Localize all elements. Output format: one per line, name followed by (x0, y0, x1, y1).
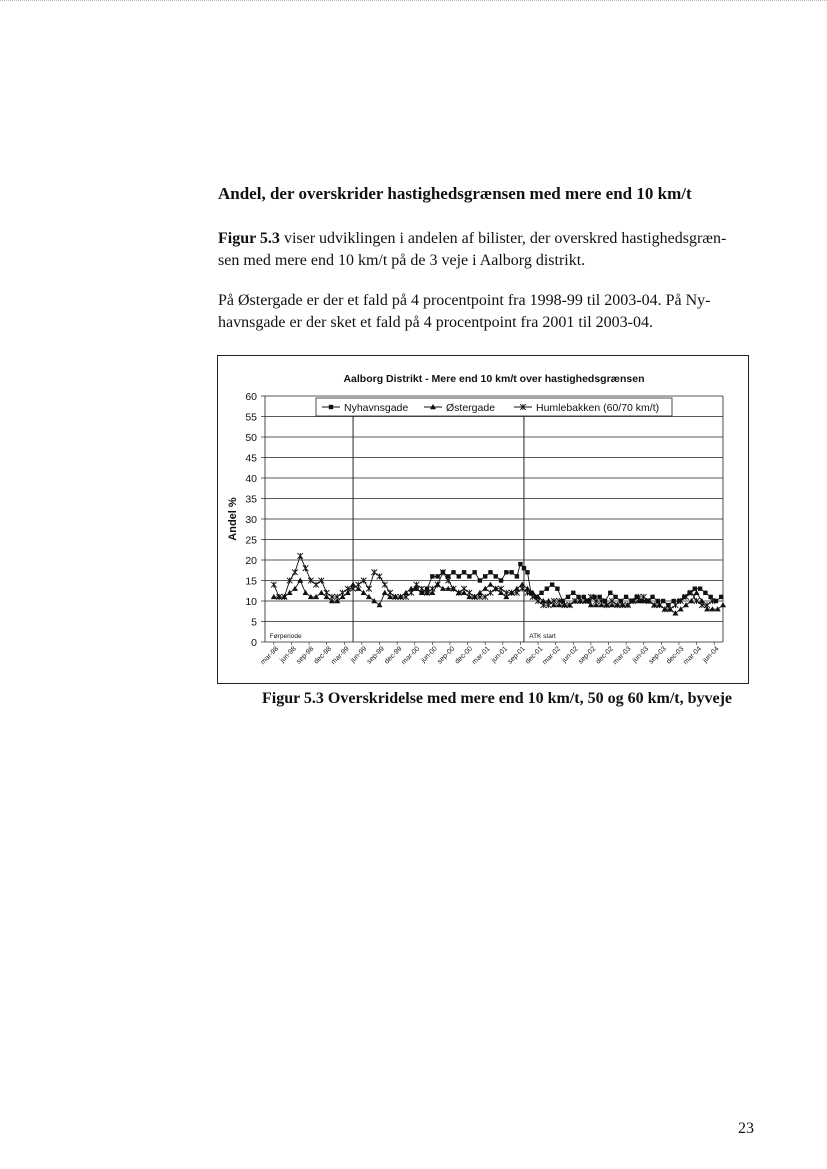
data-point-square (467, 574, 471, 578)
paragraph-figure-intro (218, 228, 763, 272)
x-tick-label: mar-00 (400, 645, 422, 667)
legend-label: Østergade (446, 402, 496, 414)
x-tick-label: sep-99 (365, 645, 386, 666)
data-point-square (703, 591, 707, 595)
data-point-square (518, 562, 522, 566)
data-point-triangle (287, 590, 293, 595)
data-point-square (504, 570, 508, 574)
x-tick-label: jun-98 (279, 645, 298, 665)
data-point-square (698, 587, 702, 591)
x-tick-label: dec-03 (665, 645, 686, 666)
data-point-square (499, 578, 503, 582)
data-point-square (545, 587, 549, 591)
data-point-star (377, 573, 383, 579)
x-tick-label: mar-03 (611, 645, 633, 667)
data-point-square (608, 591, 612, 595)
data-point-square (571, 591, 575, 595)
x-tick-label: jun-01 (490, 645, 510, 665)
y-tick-label: 15 (245, 575, 257, 588)
data-point-square (435, 574, 439, 578)
x-tick-label: dec-02 (594, 645, 615, 666)
data-point-square (515, 574, 519, 578)
x-tick-label: sep-01 (506, 645, 527, 666)
data-point-star (467, 590, 473, 596)
y-tick-label: 40 (245, 473, 257, 485)
data-point-triangle (382, 590, 388, 595)
x-tick-label: sep-98 (295, 645, 316, 666)
data-point-square (462, 570, 466, 574)
y-tick-label: 5 (251, 616, 257, 629)
x-tick-label: dec-00 (453, 645, 474, 666)
data-point-star (488, 590, 494, 596)
x-tick-label: jun-99 (349, 645, 369, 665)
data-point-square (719, 595, 723, 599)
data-point-triangle (292, 586, 298, 591)
data-point-triangle (482, 586, 488, 591)
y-tick-label: 60 (245, 391, 257, 403)
x-tick-label: dec-98 (312, 645, 334, 666)
paragraph-text: viser udviklingen i andelen af bilister, der overskred hastighedsgræn- (279, 230, 727, 247)
data-point-triangle (487, 582, 493, 587)
x-tick-label: jun-02 (560, 645, 580, 665)
data-point-triangle (366, 594, 372, 599)
data-point-square (624, 595, 628, 599)
data-point-triangle (688, 598, 694, 603)
y-tick-label: 20 (245, 555, 257, 567)
chart-title: Aalborg Distrikt - Mere end 10 km/t over hastighedsgrænsen (343, 373, 645, 385)
chart-frame (217, 355, 749, 684)
data-point-star (297, 553, 303, 559)
data-point-square (522, 566, 526, 570)
y-tick-label: 10 (245, 596, 257, 608)
data-point-square (525, 570, 529, 574)
data-point-square (566, 595, 570, 599)
line-chart (218, 356, 748, 683)
data-point-square (329, 405, 333, 409)
annotation-atk-start: ATK start (529, 633, 556, 640)
y-tick-label: 25 (245, 534, 257, 547)
data-point-square (509, 570, 513, 574)
data-point-star (414, 582, 420, 588)
x-tick-label: dec-01 (524, 645, 545, 666)
x-tick-label: sep-02 (577, 645, 598, 666)
data-point-star (430, 586, 436, 592)
data-point-square (483, 574, 487, 578)
data-point-star (340, 590, 346, 596)
y-tick-label: 45 (245, 452, 257, 465)
data-point-triangle (683, 602, 689, 607)
paragraph-text: havnsgade er der sket et fald på 4 procentpoint fra 2001 til 2003-04. (218, 314, 653, 331)
data-point-star (356, 582, 362, 588)
data-point-star (313, 582, 319, 588)
data-point-star (371, 569, 377, 575)
data-point-star (292, 569, 298, 575)
data-point-star (435, 582, 441, 588)
data-point-star (673, 602, 679, 608)
annotation-forperiode: Førperiode (269, 633, 302, 640)
y-axis-label: Andel % (227, 497, 239, 541)
data-point-star (303, 565, 309, 571)
figure-reference: Figur 5.3 (218, 230, 280, 247)
x-tick-label: mar-04 (682, 645, 703, 667)
data-point-star (461, 586, 467, 592)
x-tick-label: jun-03 (631, 645, 651, 665)
x-tick-label: jun-00 (420, 645, 439, 665)
data-point-square (555, 587, 559, 591)
legend-label: Humlebakken (60/70 km/t) (536, 402, 660, 414)
x-tick-label: jun-04 (701, 645, 721, 665)
data-point-star (382, 582, 388, 588)
data-point-triangle (720, 602, 726, 607)
data-point-triangle (318, 590, 324, 595)
data-point-triangle (303, 590, 309, 595)
x-tick-label: dec-99 (383, 645, 404, 666)
legend-label: Nyhavnsgade (344, 402, 409, 414)
data-point-star (408, 590, 414, 596)
scan-edge (0, 0, 827, 3)
section-heading: Andel, der overskrider hastighedsgrænsen med mere end 10 km/t (218, 184, 692, 203)
y-tick-label: 35 (245, 493, 257, 506)
data-point-star (419, 586, 425, 592)
y-tick-label: 30 (245, 514, 257, 526)
data-point-triangle (377, 602, 383, 607)
data-point-star (271, 582, 277, 588)
data-point-square (472, 570, 476, 574)
data-point-triangle (361, 590, 367, 595)
data-point-triangle (678, 606, 684, 611)
paragraph-findings (218, 290, 763, 334)
x-tick-label: mar-01 (470, 645, 492, 667)
x-tick-label: sep-00 (436, 645, 457, 666)
y-tick-label: 55 (245, 411, 257, 424)
page-number: 23 (738, 1120, 754, 1137)
data-point-square (488, 570, 492, 574)
paragraph-text: sen med mere end 10 km/t på de 3 veje i Aalborg distrikt. (218, 252, 586, 269)
data-point-star (366, 586, 372, 592)
data-point-square (478, 578, 482, 582)
data-point-square (451, 570, 455, 574)
data-point-triangle (371, 598, 377, 603)
y-tick-label: 50 (245, 432, 257, 444)
x-tick-label: mar-02 (541, 645, 563, 667)
data-point-star (387, 590, 393, 596)
data-point-star (324, 590, 330, 596)
paragraph-text: På Østergade er der et fald på 4 procentpoint fra 1998-99 til 2003-04. På Ny- (218, 292, 711, 309)
data-point-square (550, 582, 554, 586)
data-point-square (539, 591, 543, 595)
x-tick-label: sep-03 (647, 645, 668, 666)
x-tick-label: mar-99 (330, 645, 351, 667)
data-point-square (494, 574, 498, 578)
figure-caption: Figur 5.3 Overskridelse med mere end 10 km/t, 50 og 60 km/t, byveje (262, 690, 733, 707)
data-point-triangle (297, 578, 303, 583)
y-tick-label: 0 (251, 637, 257, 649)
x-tick-label: mar-98 (259, 645, 281, 667)
data-point-square (430, 574, 434, 578)
data-point-square (457, 574, 461, 578)
